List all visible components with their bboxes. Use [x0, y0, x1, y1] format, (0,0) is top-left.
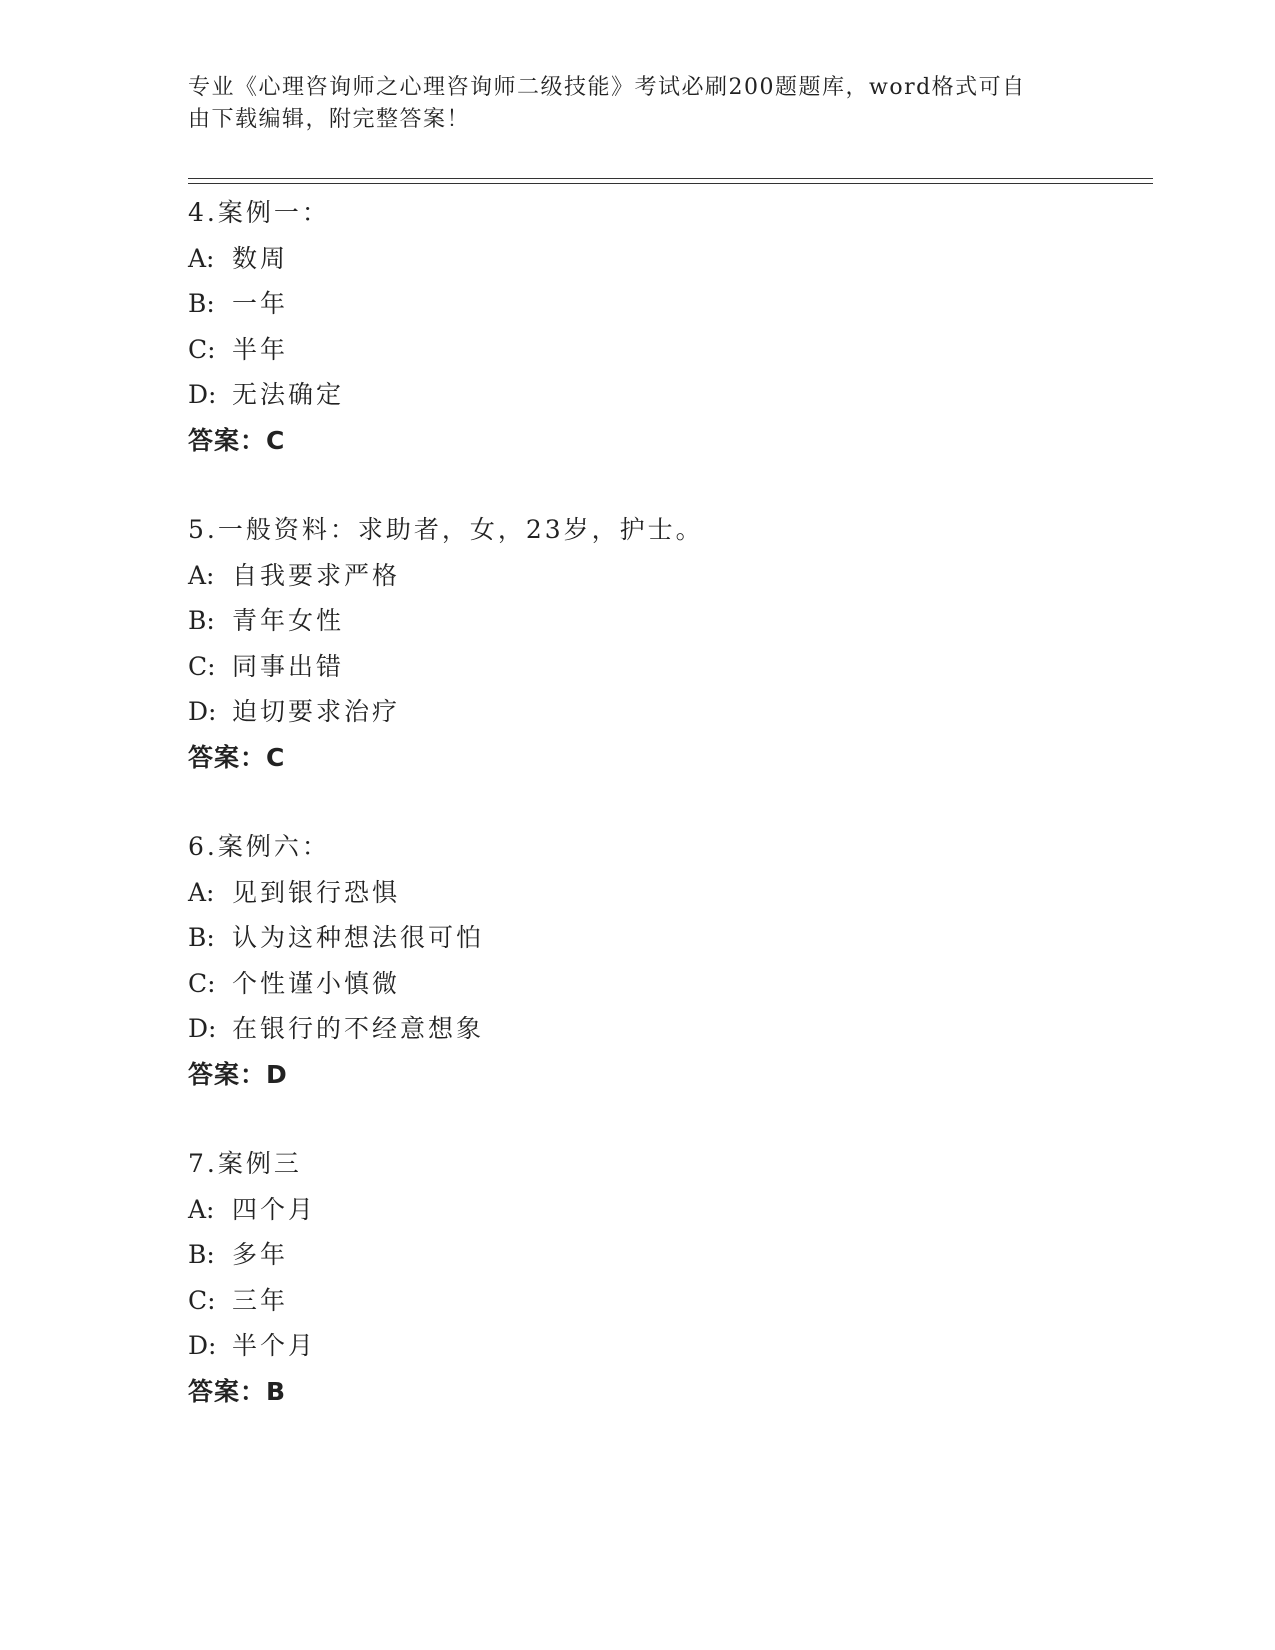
option-text: 三年 [232, 1285, 289, 1315]
question-7 [188, 1141, 1148, 1414]
answer-line: 答案：C [188, 425, 286, 455]
question-stem: 7.案例三 [188, 1149, 302, 1178]
option-a [188, 1187, 1148, 1233]
question-6 [188, 824, 1148, 1097]
header-line-2: 由下载编辑，附完整答案！ [188, 107, 471, 132]
option-letter: B: [188, 606, 215, 635]
option-d [188, 372, 1148, 418]
document-header [188, 72, 1068, 136]
option-letter: A: [188, 877, 215, 907]
question-stem: 4.案例一： [188, 198, 330, 227]
header-divider [188, 178, 1153, 184]
option-text: 迫切要求治疗 [232, 697, 401, 726]
option-text: 无法确定 [232, 380, 345, 409]
option-text: 一年 [232, 289, 289, 318]
option-letter: B: [188, 289, 215, 318]
question-stem: 5.一般资料：求助者，女，23岁，护士。 [188, 515, 704, 544]
option-c [188, 961, 1148, 1007]
option-text: 多年 [232, 1240, 289, 1269]
option-letter: B: [188, 1240, 215, 1269]
option-text: 自我要求严格 [232, 560, 401, 590]
answer-line: 答案：D [188, 1059, 288, 1089]
option-letter: D: [188, 1014, 217, 1043]
option-b [188, 1232, 1148, 1278]
question-list [188, 190, 1148, 1458]
option-a [188, 236, 1148, 282]
option-letter: A: [188, 243, 215, 273]
option-b [188, 915, 1148, 961]
option-letter: D: [188, 1331, 217, 1360]
option-letter: A: [188, 560, 215, 590]
option-a [188, 553, 1148, 599]
option-letter: C: [188, 334, 216, 364]
option-b [188, 598, 1148, 644]
option-letter: B: [188, 923, 215, 952]
option-a [188, 870, 1148, 916]
question-5 [188, 507, 1148, 780]
option-c [188, 1278, 1148, 1324]
option-c [188, 644, 1148, 690]
option-text: 个性谨小慎微 [232, 968, 401, 998]
option-letter: A: [188, 1194, 215, 1224]
header-line-1: 专业《心理咨询师之心理咨询师二级技能》考试必刷200题题库，word格式可自 [188, 75, 1026, 100]
option-letter: D: [188, 380, 217, 409]
option-text: 半个月 [232, 1331, 317, 1360]
answer-line: 答案：B [188, 1376, 287, 1406]
option-text: 在银行的不经意想象 [232, 1014, 485, 1043]
option-text: 数周 [232, 243, 289, 273]
option-letter: C: [188, 651, 216, 681]
option-text: 半年 [232, 334, 289, 364]
option-letter: C: [188, 968, 216, 998]
option-text: 认为这种想法很可怕 [232, 923, 485, 952]
answer-line: 答案：C [188, 742, 286, 772]
option-d [188, 689, 1148, 735]
option-text: 同事出错 [232, 651, 345, 681]
option-letter: C: [188, 1285, 216, 1315]
option-text: 四个月 [232, 1194, 317, 1224]
question-stem: 6.案例六： [188, 832, 330, 861]
option-d [188, 1323, 1148, 1369]
option-text: 见到银行恐惧 [232, 877, 401, 907]
option-letter: D: [188, 697, 217, 726]
option-text: 青年女性 [232, 606, 345, 635]
option-c [188, 327, 1148, 373]
option-d [188, 1006, 1148, 1052]
option-b [188, 281, 1148, 327]
question-4 [188, 190, 1148, 463]
